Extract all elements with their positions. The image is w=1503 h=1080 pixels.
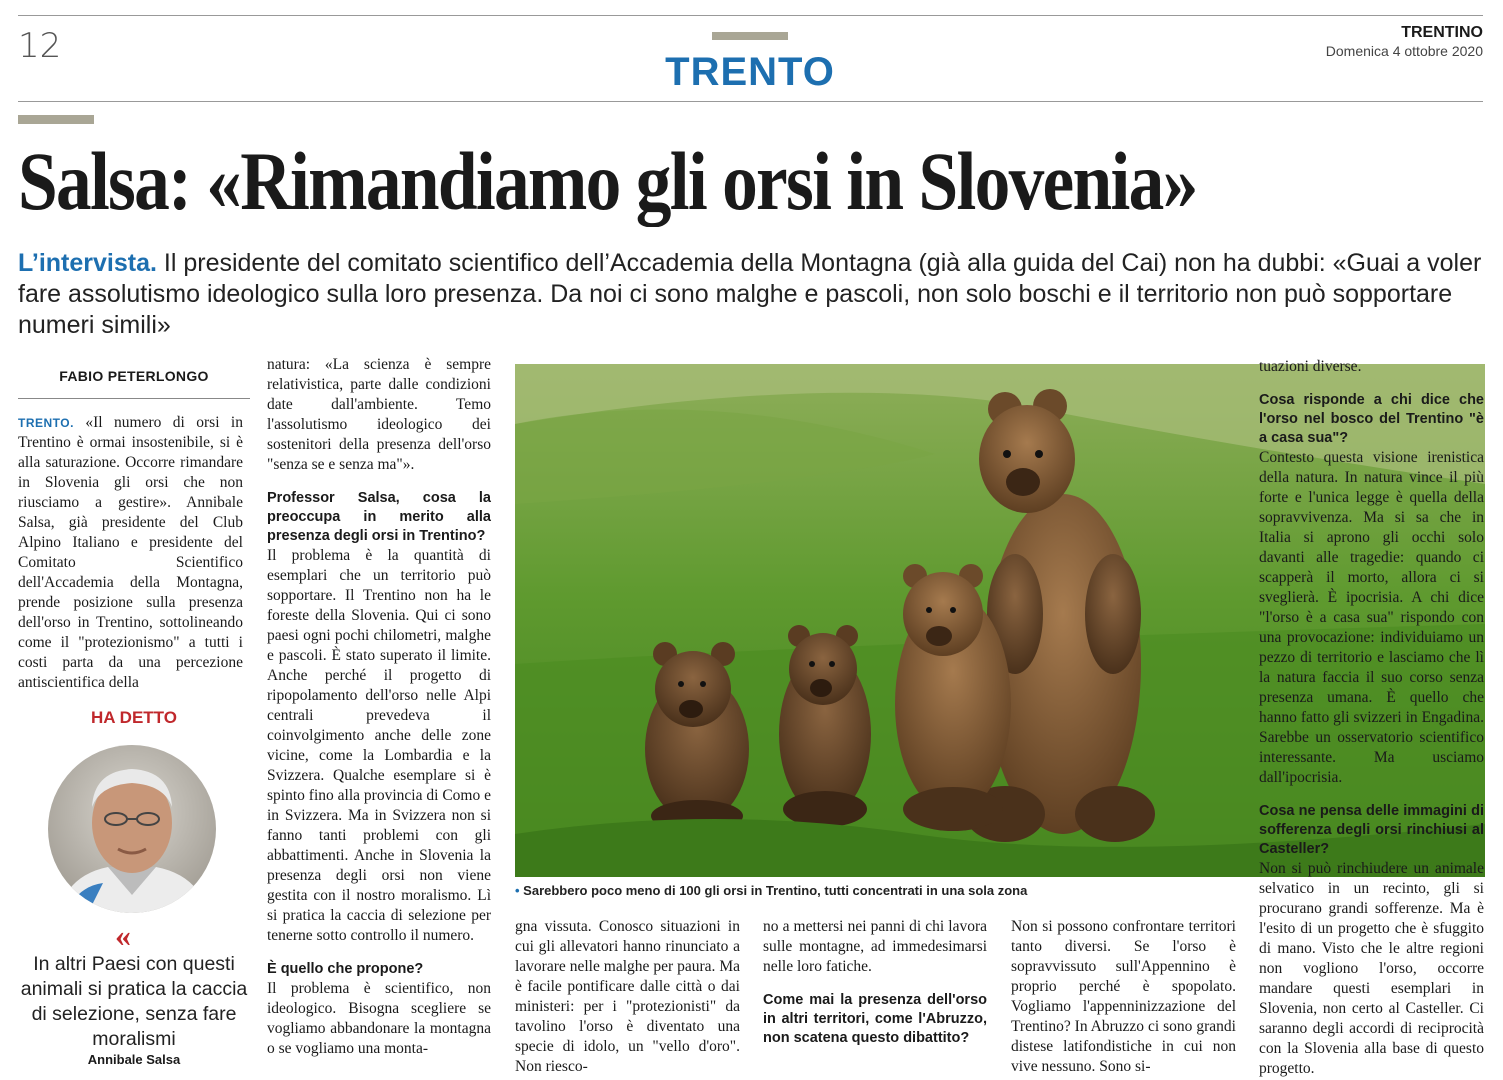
pull-quote-author: Annibale Salsa — [87, 1052, 181, 1067]
top-rule — [18, 15, 1483, 16]
article-column-2 — [267, 355, 491, 1059]
column-1-text: «Il numero di orsi in Trentino è ormai insostenibile, si è alla saturazione. Occorre rimandare in Slovenia gli orsi che non riusciamo a gestire». Annibale Salsa, già presidente del Club Alpino Italiano e presidente del Comitato Scientifico dell'Accademia della Montagna, prende posizione sulla presenza dell'orso in Trentino, sottolineando come il "protezionismo" a tutti i costi parta da una percezione antiscientifica della — [18, 414, 243, 691]
article-column-5 — [1011, 917, 1236, 1077]
subheadline — [18, 248, 1488, 341]
article-column-6 — [1259, 357, 1484, 1079]
interview-question: Cosa ne pensa delle immagini di sofferenza degli orsi rinchiusi al Casteller? — [1259, 803, 1484, 857]
headline: Salsa: «Rimandiamo gli orsi in Slovenia» — [18, 135, 1197, 227]
headline-accent-bar — [18, 115, 94, 124]
caption-bullet: • — [515, 883, 520, 898]
column-2-paragraph: Il problema è la quantità di esemplari che un territorio può sopportare. Il Trentino non ha le foreste della Slovenia. Qui ci sono paesi ogni pochi chilometri, malghe e pascoli. È stato superato il limite. Anche perché il progetto di ripopolamento dell'orso nelle Alpi centrali prevedeva il coinvolgimento anche delle zone vicine, come la Lombardia e la Svizzera. Qualche esemplare si è spinto fino alla provincia di Como e in Svizzera. Ma in Svizzera non si fanno tanti problemi con gli abbattimenti. Anche in Slovenia la presenza degli orsi non viene gestita con il nostro moralismo. Lì si pratica la caccia di selezione per tenerne sotto controllo il numero. — [267, 547, 491, 944]
column-6-paragraph: Contesto questa visione irenistica della natura. In natura vince il più forte e l'unica legge è quella della sopravvivenza. Ma si sa che in Italia si aprono gli occhi solo davanti alle tragedie: quando ci scapperà il morto, allora ci si sveglierà. È ipocrisia. A chi dice "l'orso è a casa sua" rispondo con una provocazione: individuiamo un pezzo di territorio e lasciamo che lì la natura faccia il suo corso senza presenza umana. È quello che hanno fatto gli svizzeri in Engadina. Sarebbe un osservatorio scientifico interessante. Ma usciamo dall'ipocrisia. — [1259, 449, 1484, 786]
column-5-paragraph: Non si possono confrontare territori tanto diversi. Se l'orso è sopravvissuto sull'Appennino è proprio perché è spopolato. Vogliamo l'appenninizzazione del Trentino? In Abruzzo ci sono grandi distese latifondistiche in cui non vive nessuno. Sono si- — [1011, 918, 1236, 1075]
subhead-text: Il presidente del comitato scientifico dell’Accademia della Montagna (già alla guida del Cai) non ha dubbi: «Guai a voler fare assolutismo ideologico sulla loro presenza. Da noi ci sono malghe e pascoli, non solo boschi e il territorio non può sopportare numeri simili» — [18, 249, 1482, 339]
portrait-photo — [48, 745, 216, 913]
interview-question: Come mai la presenza dell'orso in altri territori, come l'Abruzzo, non scatena questo dibattito? — [763, 992, 987, 1046]
section-title: TRENTO — [665, 50, 835, 94]
pull-quote-text: In altri Paesi con questi animali si pratica la caccia di selezione, senza fare moralismi — [20, 953, 248, 1050]
issue-date: Domenica 4 ottobre 2020 — [1325, 43, 1483, 59]
section-accent-bar — [712, 32, 788, 40]
column-6-paragraph: tuazioni diverse. — [1259, 358, 1362, 375]
interview-question: Professor Salsa, cosa la preoccupa in merito alla presenza degli orsi in Trentino? — [267, 490, 491, 544]
column-2-paragraph: natura: «La scienza è sempre relativistica, parte dalle condizioni date dall'ambiente. Temo l'assolutismo ideologico dei sostenitori della presenza dell'orso "senza se e senza ma"». — [267, 356, 491, 473]
byline: FABIO PETERLONGO — [59, 368, 209, 384]
article-column-1 — [18, 413, 243, 693]
column-4-paragraph: no a mettersi nei panni di chi lavora sulle montagne, ad immedesimarsi nelle loro fatiche. — [763, 918, 987, 975]
caption-text: Sarebbero poco meno di 100 gli orsi in Trentino, tutti concentrati in una sola zona — [519, 883, 1028, 898]
page-number: 12 — [18, 26, 62, 66]
dateline: TRENTO. — [18, 416, 74, 430]
byline-rule — [18, 398, 250, 399]
column-2-paragraph: Il problema è scientifico, non ideologico. Bisogna scegliere se vogliamo abbandonare la montagna o se vogliamo una monta- — [267, 980, 491, 1057]
subhead-kicker: L’intervista. — [18, 249, 157, 277]
column-6-paragraph: Non si può rinchiudere un animale selvatico in un recinto, gli si procurano grandi sofferenze. Ma è l'esito di un progetto che è sfuggito di mano. Visto che le altre regioni non vogliono l'orso, occorre mandare questi esemplari in Slovenia, non certo al Casteller. Ci saranno degli accordi di reciprocità con la Slovenia alla base di questo progetto. — [1259, 860, 1484, 1077]
quote-label: HA DETTO — [91, 708, 177, 727]
portrait-illustration — [48, 745, 216, 913]
interview-question: È quello che propone? — [267, 961, 424, 977]
interview-question: Cosa risponde a chi dice che l'orso nel bosco del Trentino "è a casa sua"? — [1259, 392, 1484, 446]
newspaper-name: TRENTINO — [1401, 24, 1483, 41]
column-3-paragraph: gna vissuta. Conosco situazioni in cui gli allevatori hanno rinunciato a lavorare nelle malghe per paura. Ma è facile pontificare dalle città o dai ministeri: per i "protezionisti" da tavolino l'orso è diventato una specie di idolo, un "vello d'oro". Non riesco- — [515, 918, 740, 1075]
article-column-4 — [763, 917, 987, 1048]
quote-mark-icon: « — [115, 917, 131, 953]
article-column-3 — [515, 917, 740, 1077]
header-rule — [18, 101, 1483, 102]
